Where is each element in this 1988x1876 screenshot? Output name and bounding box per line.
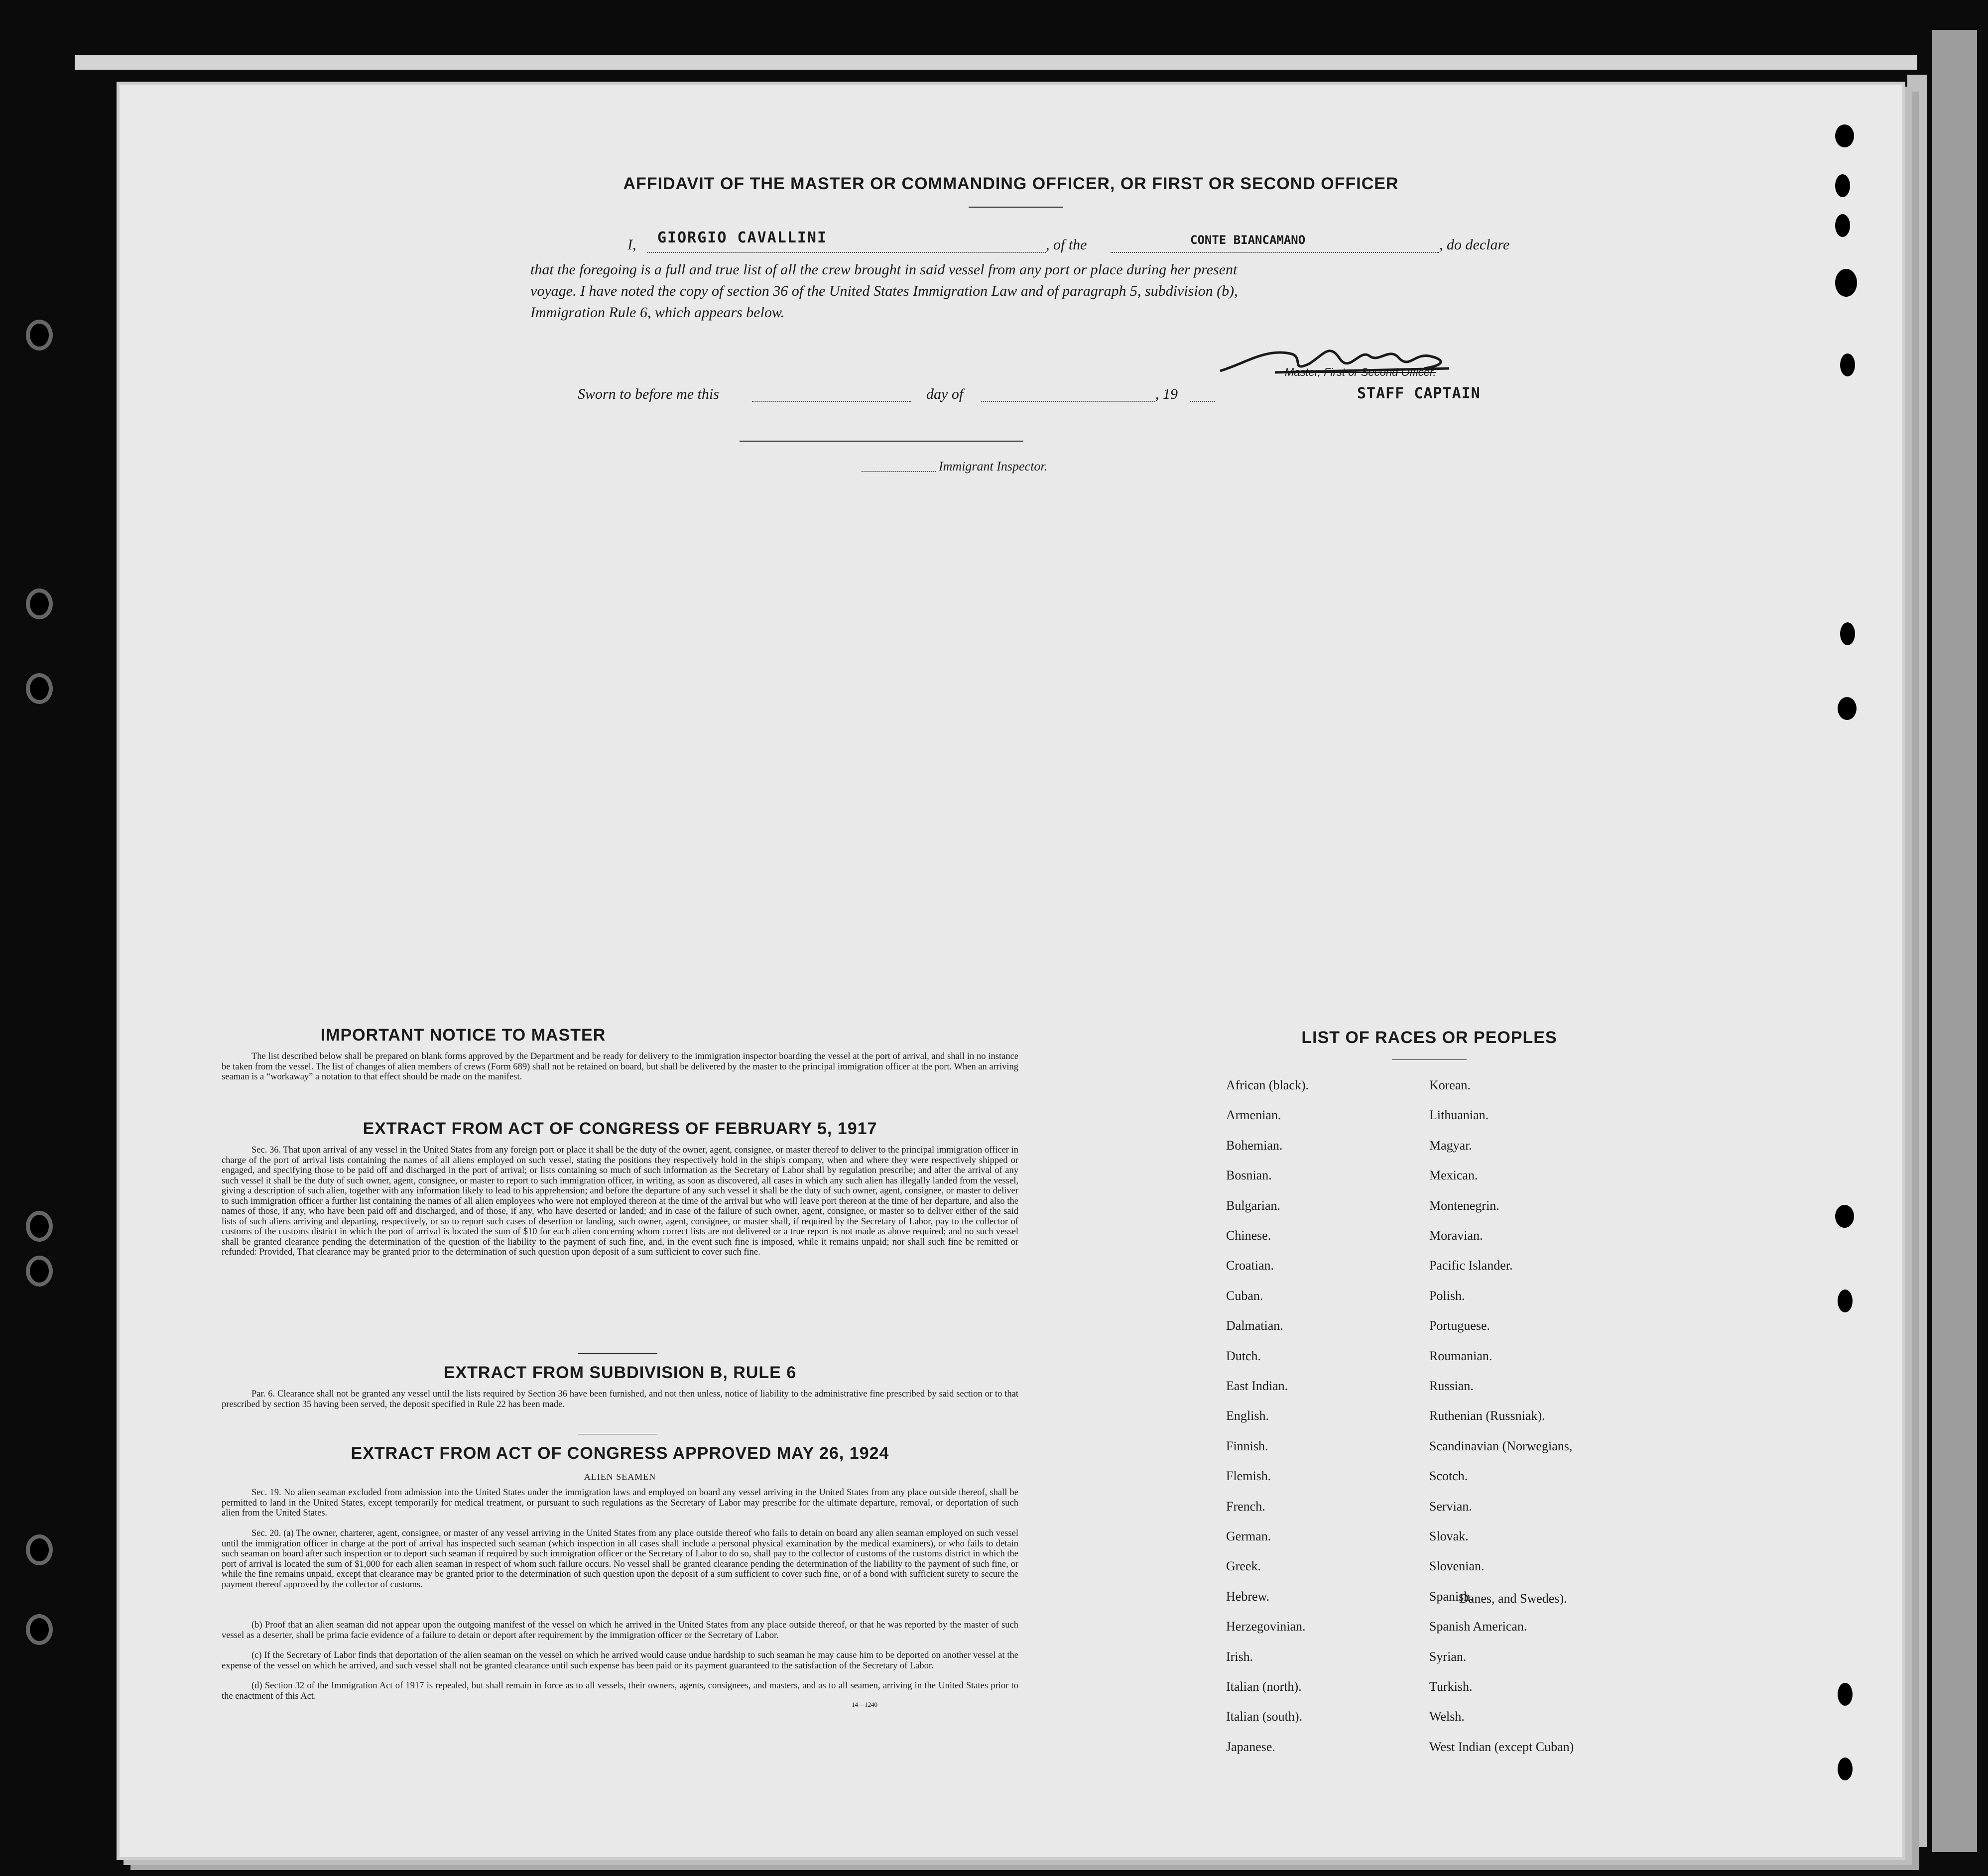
race-item: Pacific Islander. xyxy=(1429,1258,1513,1273)
sworn-month-line xyxy=(981,386,1155,402)
race-item: West Indian (except Cuban) xyxy=(1429,1739,1574,1754)
section-divider xyxy=(578,1353,657,1354)
race-item: Bohemian. xyxy=(1226,1138,1283,1153)
race-item: Mexican. xyxy=(1429,1168,1478,1183)
binder-hole xyxy=(30,1215,49,1238)
race-item: Magyar. xyxy=(1429,1138,1472,1153)
i-label: I, xyxy=(627,236,636,253)
race-item: Scandinavian (Norwegians, xyxy=(1429,1438,1573,1453)
race-item: Welsh. xyxy=(1429,1709,1465,1724)
race-item: Montenegrin. xyxy=(1429,1198,1499,1213)
punch-hole xyxy=(1838,1290,1853,1312)
page-edge-right xyxy=(1907,75,1927,1847)
sec-19: Sec. 19. No alien seaman excluded from admission into the United States under the immigration laws and employed on board any vessel arriving in the United States from any place outside thereof, shall be permitted to land in the United States, except temporarily for medical treatment, or pursuant to such regulations as the Secretary of Labor may prescribe for the ultimate departure, removal, or deportation of such alien from the United States. xyxy=(222,1488,1018,1518)
punch-hole xyxy=(1838,1758,1853,1780)
race-item: Greek. xyxy=(1226,1559,1261,1574)
race-item: Portuguese. xyxy=(1429,1318,1491,1333)
extract-rule6-body: Par. 6. Clearance shall not be granted any vessel until the lists required by Section 36 have been furnished, and not then unless, notice of liability to the administrative fine prescribed by said section or to that prescribed by section 35 having been served, the deposit specified in Rule 22 has been made. xyxy=(222,1389,1018,1409)
officer-title: STAFF CAPTAIN xyxy=(1357,385,1481,402)
race-item: Chinese. xyxy=(1226,1228,1271,1243)
race-item: Cuban. xyxy=(1226,1288,1263,1303)
document-sheet xyxy=(120,85,1902,1857)
binder-strip xyxy=(1932,30,1977,1852)
signature-caption: Master, First or Second Officer. xyxy=(1285,366,1436,378)
binder-hole xyxy=(30,592,49,615)
notice-heading: IMPORTANT NOTICE TO MASTER xyxy=(320,1026,606,1045)
race-item: Hebrew. xyxy=(1226,1589,1270,1604)
race-item: Danes, and Swedes). xyxy=(1459,1591,1567,1606)
race-item: Moravian. xyxy=(1429,1228,1483,1243)
affidavit-title: AFFIDAVIT OF THE MASTER OR COMMANDING OFFICER, OR FIRST OR SECOND OFFICER xyxy=(623,174,1399,193)
punch-hole xyxy=(1835,1205,1854,1228)
race-item: Finnish. xyxy=(1226,1438,1268,1453)
binder-hole xyxy=(30,1538,49,1561)
race-item: Roumanian. xyxy=(1429,1348,1492,1363)
vessel-name: CONTE BIANCAMANO xyxy=(1190,233,1306,247)
punch-hole xyxy=(1840,353,1855,376)
race-item: Turkish. xyxy=(1429,1679,1473,1694)
officer-name: GIORGIO CAVALLINI xyxy=(657,229,828,246)
race-item: Irish. xyxy=(1226,1649,1253,1664)
punch-hole xyxy=(1835,269,1857,297)
race-item: French. xyxy=(1226,1499,1265,1514)
of-the-label: , of the xyxy=(1046,236,1087,253)
race-item: Italian (north). xyxy=(1226,1679,1302,1694)
inspector-label: Immigrant Inspector. xyxy=(939,459,1048,473)
sworn-day-line xyxy=(752,386,911,402)
race-item: Slovenian. xyxy=(1429,1559,1485,1574)
extract-rule6-heading: EXTRACT FROM SUBDIVISION B, RULE 6 xyxy=(443,1363,797,1382)
race-item: East Indian. xyxy=(1226,1379,1288,1393)
punch-hole xyxy=(1838,1683,1853,1706)
race-item: Korean. xyxy=(1429,1078,1471,1092)
affidavit-line-2: that the foregoing is a full and true list of all the crew brought in said vessel from any port or place during her present xyxy=(530,261,1238,278)
race-item: Servian. xyxy=(1429,1499,1472,1514)
race-item: Dalmatian. xyxy=(1226,1318,1283,1333)
punch-hole xyxy=(1835,214,1850,237)
race-item: Bulgarian. xyxy=(1226,1198,1281,1213)
inspector-line xyxy=(862,459,936,472)
binder-hole xyxy=(30,1260,49,1283)
sec-20b: (b) Proof that an alien seaman did not appear upon the outgoing manifest of the vessel on which he arrived in the United States from any place outside thereof, or that he was reported by the master of such vessel as a deserter, shall be prima facie evidence of a failure to detain or deport after requirement by the immigration officer or the Secretary of Labor. xyxy=(222,1620,1018,1641)
affidavit-line-4: Immigration Rule 6, which appears below. xyxy=(530,304,785,321)
race-item: Syrian. xyxy=(1429,1649,1467,1664)
extract-1924-heading: EXTRACT FROM ACT OF CONGRESS APPROVED MAY 26, 1924 xyxy=(351,1444,889,1463)
race-item: Armenian. xyxy=(1226,1108,1281,1123)
notice-body: The list described below shall be prepared on blank forms approved by the Department and be ready for delivery to the immigration inspector boarding the vessel at the port of arrival, and shall in no instance be taken from the vessel. The list of changes of alien members of crews (Form 689) shall not be retained on board, but shall be delivered by the master to the principal immigration officer at the port. When an arriving seaman is a “workaway” a notation to that effect should be made on the manifest. xyxy=(222,1052,1018,1082)
race-item: English. xyxy=(1226,1408,1269,1423)
sec-20c: (c) If the Secretary of Labor finds that deportation of the alien seaman on the vessel on which he arrived would cause undue hardship to such seaman he may cause him to be deported on another vessel at the expense of the vessel on which he arrived, and such vessel shall not be granted clearance until such expense has been paid or its payment guaranteed to the satisfaction of the Secretary of Labor. xyxy=(222,1650,1018,1671)
sworn-year-line xyxy=(1190,386,1215,402)
race-item: Herzegovinian. xyxy=(1226,1619,1306,1634)
race-item: African (black). xyxy=(1226,1078,1309,1092)
races-heading: LIST OF RACES OR PEOPLES xyxy=(1301,1028,1557,1047)
year-prefix: , 19 xyxy=(1155,386,1178,402)
race-item: Bosnian. xyxy=(1226,1168,1272,1183)
race-item: Lithuanian. xyxy=(1429,1108,1489,1123)
race-item: Spanish. xyxy=(1429,1589,1474,1604)
race-item: Italian (south). xyxy=(1226,1709,1303,1724)
race-item: Spanish American. xyxy=(1429,1619,1527,1634)
race-item: Polish. xyxy=(1429,1288,1465,1303)
extract-1917-heading: EXTRACT FROM ACT OF CONGRESS OF FEBRUARY 5, 1917 xyxy=(363,1119,877,1138)
page-edge xyxy=(75,55,1917,70)
binder-hole xyxy=(30,677,49,700)
race-item: Russian. xyxy=(1429,1379,1474,1393)
race-item: Slovak. xyxy=(1429,1529,1469,1543)
title-rule xyxy=(969,207,1063,208)
races-rule xyxy=(1392,1059,1467,1060)
sec-20d: (d) Section 32 of the Immigration Act of 1917 is repealed, but shall remain in force as to all vessels, their owners, agents, consignees, and masters, and as to all seamen, arriving in the United States prior to the enactment of this Act. xyxy=(222,1681,1018,1701)
punch-hole xyxy=(1840,622,1855,645)
form-number: 14—1240 xyxy=(852,1701,877,1708)
punch-hole xyxy=(1838,697,1857,720)
binder-hole xyxy=(30,1618,49,1641)
affidavit-line-3: voyage. I have noted the copy of section 36 of the United States Immigration Law and of paragraph 5, subdivision (b), xyxy=(530,283,1238,299)
race-item: Croatian. xyxy=(1226,1258,1274,1273)
race-item: Scotch. xyxy=(1429,1469,1468,1484)
alien-seamen-subheading: ALIEN SEAMEN xyxy=(584,1472,656,1482)
race-item: Ruthenian (Russniak). xyxy=(1429,1408,1545,1423)
binder-hole xyxy=(30,324,49,347)
inspector-signature-rule xyxy=(740,441,1023,442)
race-item: German. xyxy=(1226,1529,1271,1543)
sworn-label: Sworn to before me this xyxy=(578,386,719,402)
day-of-label: day of xyxy=(926,386,964,402)
race-item: Dutch. xyxy=(1226,1348,1261,1363)
race-item: Flemish. xyxy=(1226,1469,1271,1484)
do-declare-label: , do declare xyxy=(1439,236,1510,253)
punch-hole xyxy=(1835,124,1854,147)
extract-1917-body: Sec. 36. That upon arrival of any vessel in the United States from any foreign port or place it shall be the duty of the owner, agent, consignee, or master thereof to deliver to the principal immigration officer in charge of the port of arrival lists containing the names of all aliens employed on such vessel, stating the positions they respectively hold in the ship's company, when and where they were respectively shipped or engaged, and specifying those to be paid off and discharged in the port of arrival; or lists containing so much of such information as the Secretary of Labor shall by regulation prescribe; and after the arrival of any such vessel it shall be the duty of such owner, agent, consignee, or master to report to such immigration officer, in writing, as soon as discovered, all cases in which any such alien has illegally landed from the vessel, giving a description of such alien, together with any information likely to lead to his apprehension; and before the departure of any such vessel it shall be the duty of such owner, agent, consignee, or master to deliver to such immigration officer a further list containing the names of all alien employees who were not employed thereon at the time of the arrival but who will leave port thereon at the time of her departure, and also the names of those, if any, who have been paid off and discharged, and of those, if any, who have deserted or landed; and in case of the failure of such owner, agent, consignee, or master so to deliver either of the said lists of such aliens arriving and departing, respectively, or so to report such cases of desertion or landing, such owner, agent, consignee, or master shall, if required by the Secretary of Labor, pay to the collector of customs of the customs district in which the port of arrival is located the sum of $10 for each alien concerning whom correct lists are not delivered or a true report is not made as above required; and no such vessel shall be granted clearance pending the determination of the question of the liability to the payment of such fine, and, in the event such fine is imposed, while it remains unpaid; nor shall such fine be remitted or refunded: Provided, That clearance may be granted prior to the determination of such question upon deposit of a sum sufficient to cover such fine. xyxy=(222,1145,1018,1257)
race-item: Japanese. xyxy=(1226,1739,1275,1754)
sec-20a: Sec. 20. (a) The owner, charterer, agent, consignee, or master of any vessel arriving in the United States from any place outside thereof who fails to detain on board any alien seaman employed on such vessel until the immigration officer in charge at the port of arrival has inspected such seaman (which inspection in all cases shall include a personal physical examination by the medical examiners), or who fails to detain such seaman on board after such inspection or to deport such seaman if required by such immigration officer or the Secretary of Labor to do so, shall pay to the collector of customs of the customs district in which the port of arrival is located the sum of $1,000 for each alien seaman in respect of whom such failure occurs. No vessel shall be granted clearance pending the determination of the liability to the payment of such fine, or while the fine remains unpaid, except that clearance may be granted prior to the determination of such question upon the deposit of a sum sufficient to cover such fine, or of a bond with sufficient surety to secure the payment thereof approved by the collector of customs. xyxy=(222,1528,1018,1590)
